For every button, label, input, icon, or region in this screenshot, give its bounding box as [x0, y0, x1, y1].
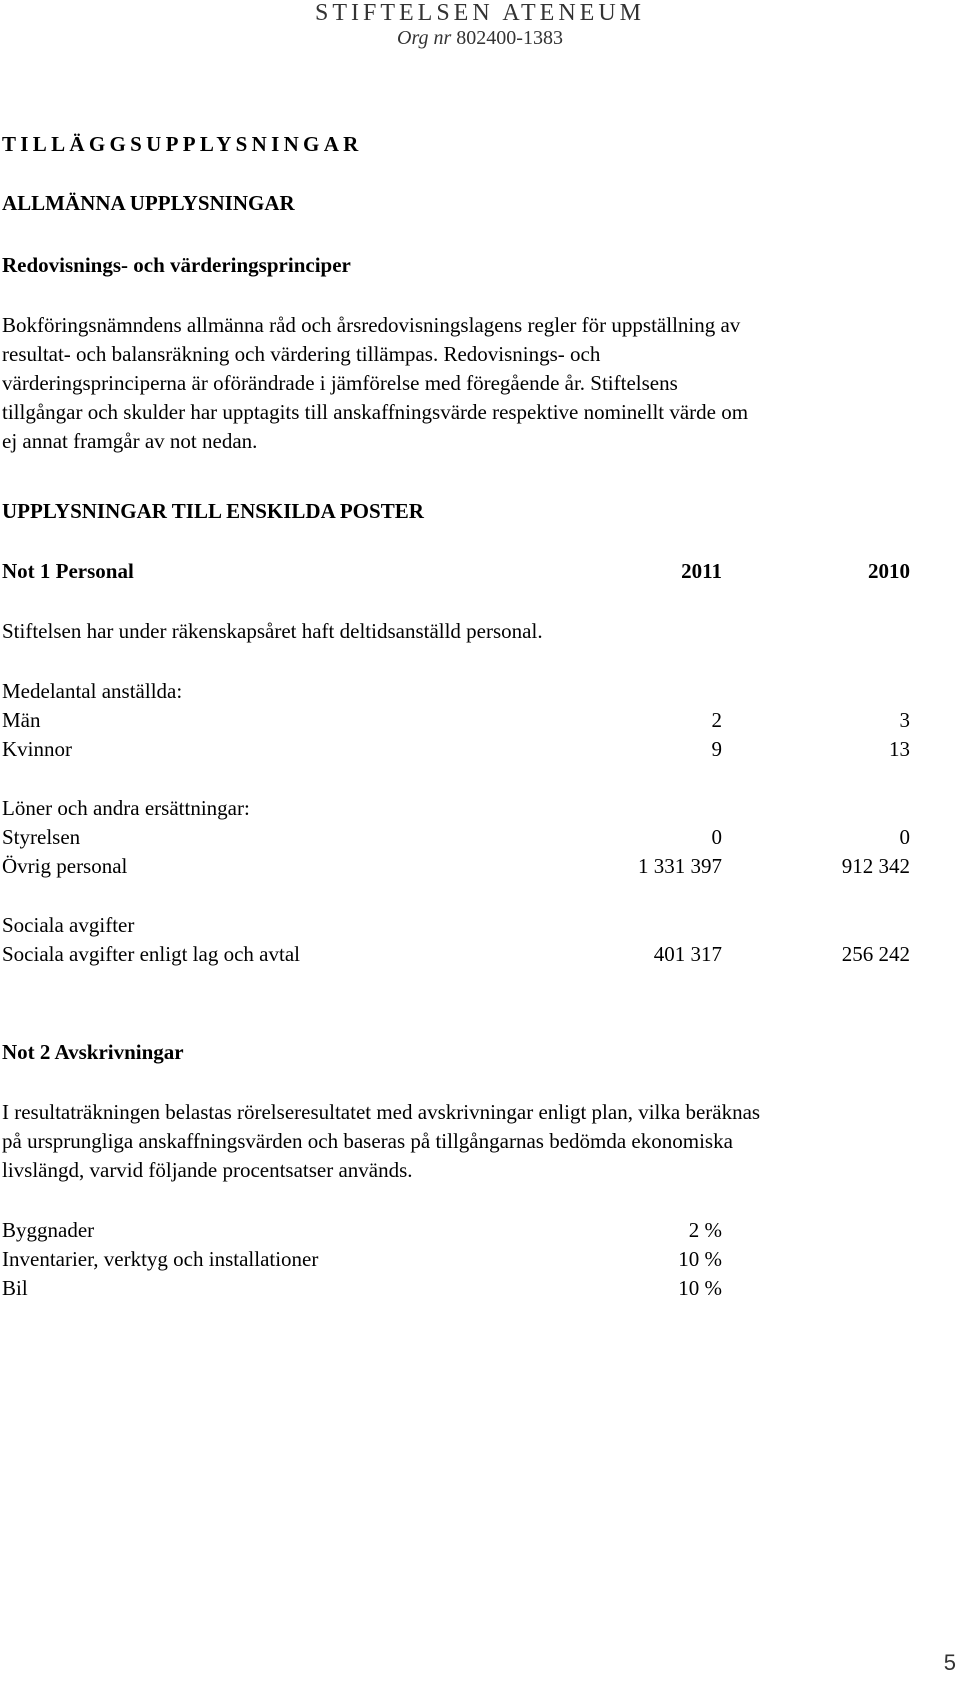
- org-number-line: [0, 27, 960, 50]
- row-value-2010: 0: [899, 825, 910, 849]
- row-value-2010: 13: [889, 737, 910, 761]
- principles-heading: Redovisnings- och värderingsprinciper: [2, 253, 351, 277]
- note2-line: I resultaträkningen belastas rörelseresultatet med avskrivningar enligt plan, vilka beräknas: [2, 1100, 761, 1124]
- social-fees-label: Sociala avgifter: [2, 913, 135, 937]
- salary-label: Löner och andra ersättningar:: [2, 796, 250, 820]
- note2-line: livslängd, varvid följande procentsatser används.: [2, 1158, 413, 1182]
- principles-line: Bokföringsnämndens allmänna råd och årsredovisningslagens regler för uppställning av: [2, 313, 741, 337]
- rate-value: 10 %: [678, 1276, 722, 1300]
- row-label: Sociala avgifter enligt lag och avtal: [2, 942, 300, 966]
- avg-employees-label: Medelantal anställda:: [2, 679, 183, 703]
- specific-heading: UPPLYSNINGAR TILL ENSKILDA POSTER: [2, 499, 424, 523]
- note2-line: på ursprungliga anskaffningsvärden och baseras på tillgångarnas bedömda ekonomiska: [2, 1129, 733, 1153]
- row-value-2011: 9: [711, 737, 722, 761]
- row-label: Män: [2, 708, 41, 732]
- rate-value: 2 %: [688, 1218, 722, 1242]
- row-value-2011: 2: [711, 708, 722, 732]
- principles-line: tillgångar och skulder har upptagits till anskaffningsvärde respektive nominellt värde om: [2, 400, 749, 424]
- org-number: 802400-1383: [456, 27, 563, 49]
- rate-label: Bil: [2, 1276, 28, 1300]
- page-number: 5: [943, 1650, 956, 1675]
- row-label: Övrig personal: [2, 854, 128, 878]
- note2-title: Not 2 Avskrivningar: [2, 1040, 184, 1064]
- principles-line: värderingsprinciperna är oförändrade i jämförelse med föregående år. Stiftelsens: [2, 371, 678, 395]
- row-value-2010: 3: [899, 708, 910, 732]
- row-value-2010: 912 342: [841, 854, 910, 878]
- rate-label: Byggnader: [2, 1218, 95, 1242]
- foundation-name: STIFTELSEN ATENEUM: [315, 0, 645, 26]
- note1-intro: Stiftelsen har under räkenskapsåret haft deltidsanställd personal.: [2, 619, 543, 643]
- notes-title: TILLÄGGSUPPLYSNINGAR: [2, 132, 363, 156]
- principles-line: ej annat framgår av not nedan.: [2, 429, 258, 453]
- note1-title: Not 1 Personal: [2, 559, 134, 583]
- row-label: Styrelsen: [2, 825, 81, 849]
- note1-year-2010: 2010: [868, 559, 910, 583]
- row-value-2011: 401 317: [653, 942, 722, 966]
- general-heading: ALLMÄNNA UPPLYSNINGAR: [2, 191, 295, 215]
- org-label: Org nr: [397, 27, 452, 49]
- row-value-2011: 0: [711, 825, 722, 849]
- row-label: Kvinnor: [2, 737, 72, 761]
- note1-year-2011: 2011: [681, 559, 722, 583]
- rate-value: 10 %: [678, 1247, 722, 1271]
- row-value-2010: 256 242: [841, 942, 910, 966]
- principles-line: resultat- och balansräkning och värdering tillämpas. Redovisnings- och: [2, 342, 601, 366]
- row-value-2011: 1 331 397: [638, 854, 722, 878]
- rate-label: Inventarier, verktyg och installationer: [2, 1247, 319, 1271]
